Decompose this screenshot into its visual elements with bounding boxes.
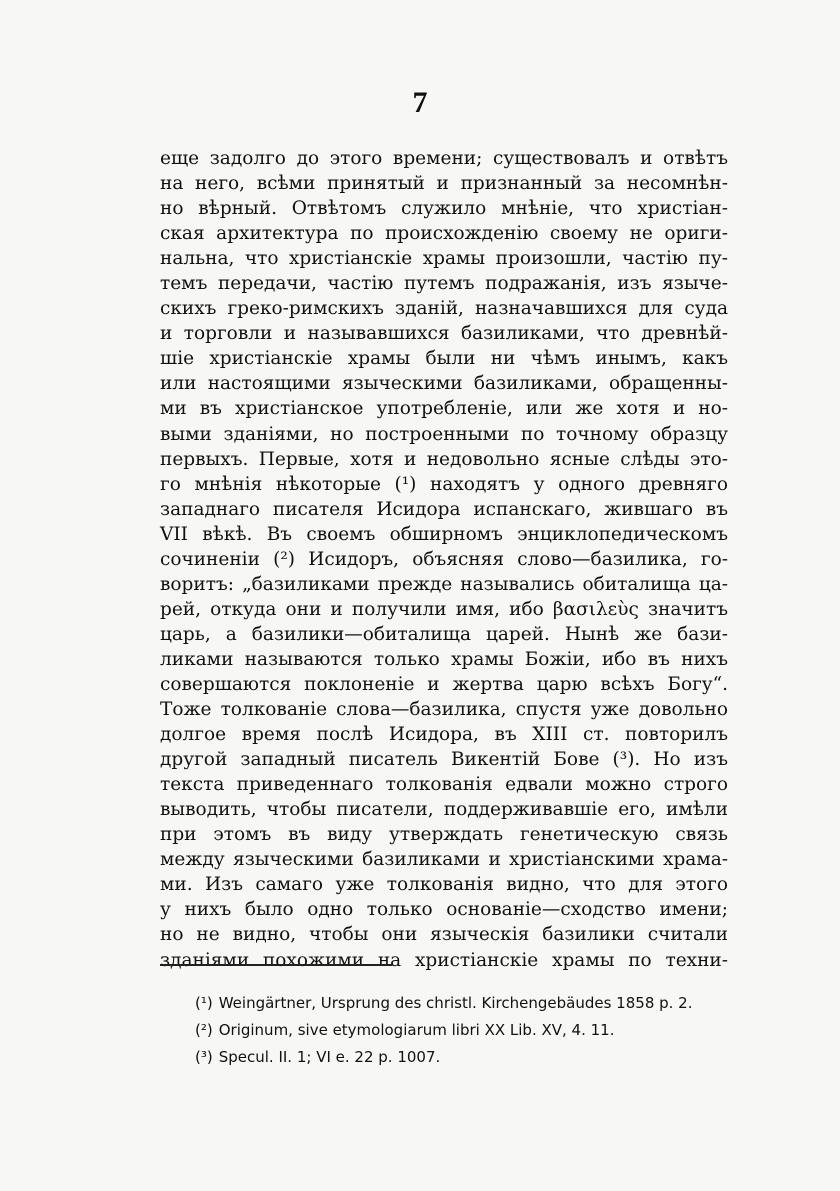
- text-line: выводить, чтобы писатели, поддерживавшіе его, имѣли: [160, 799, 728, 821]
- text-line: темъ передачи, частію путемъ подражанія, изъ языче-: [160, 273, 728, 295]
- text-line: при этомъ въ виду утверждать генетическую связь: [160, 824, 728, 846]
- text-line: совершаются поклоненіе и жертва царю всѣхъ Богу“.: [160, 673, 728, 695]
- text-line: и торговли и называвшихся базиликами, что древнѣй-: [160, 323, 728, 345]
- text-line: еще задолго до этого времени; существовалъ и отвѣтъ: [160, 148, 728, 169]
- page-number: 7: [412, 86, 428, 119]
- text-line: воритъ: „базиликами прежде назывались обиталища ца-: [160, 573, 728, 595]
- text-line: го мнѣнія нѣкоторые (¹) находятъ у одного древняго: [160, 473, 728, 495]
- text-line: но не видно, чтобы они языческія базилики считали: [160, 924, 728, 946]
- text-line: долгое время послѣ Исидора, въ XIII ст. повторилъ: [160, 724, 728, 746]
- body-text: [160, 146, 728, 973]
- footnote-marker: (¹): [195, 994, 213, 1012]
- footnote-marker: (²): [195, 1021, 213, 1039]
- footnote-divider: [160, 964, 392, 966]
- text-line: другой западный писатель Викентій Бове (³). Но изъ: [160, 749, 728, 771]
- text-line: первыхъ. Первые, хотя и недовольно ясные слѣды это-: [160, 448, 728, 470]
- footnote-text: Weingärtner, Ursprung des christl. Kirchengebäudes 1858 p. 2.: [218, 994, 693, 1012]
- text-line: текста приведеннаго толкованія едвали можно строго: [160, 774, 728, 796]
- text-line: царь, а базилики—обиталища царей. Нынѣ же бази-: [160, 623, 728, 645]
- text-line: Тоже толкованіе слова—базилика, спустя уже довольно: [160, 699, 728, 721]
- text-line: рей, откуда они и получили имя, ибо βασιλεὺς значитъ: [160, 598, 728, 620]
- footnotes: [195, 990, 735, 1071]
- text-line: западнаго писателя Исидора испанскаго, жившаго въ: [160, 498, 728, 520]
- footnote: [195, 990, 735, 1017]
- text-line: ми. Изъ самаго уже толкованія видно, что для этого: [160, 874, 728, 896]
- text-line: или настоящими языческими базиликами, обращенны-: [160, 373, 728, 395]
- text-line: сочиненіи (²) Исидоръ, объясняя слово—базилика, го-: [160, 548, 728, 570]
- text-line: у нихъ было одно только основаніе—сходство имени;: [160, 899, 728, 921]
- footnote: [195, 1017, 735, 1044]
- text-line: но вѣрный. Отвѣтомъ служило мнѣніе, что христіан-: [160, 198, 728, 220]
- text-line: VII вѣкѣ. Въ своемъ обширномъ энциклопедическомъ: [160, 523, 728, 545]
- footnote: [195, 1044, 735, 1071]
- text-line: на него, всѣми принятый и признанный за несомнѣн-: [160, 173, 728, 195]
- text-line: между языческими базиликами и христіанскими храма-: [160, 849, 728, 871]
- footnote-marker: (³): [195, 1048, 213, 1066]
- text-line: ская архитектура по происхожденію своему не ориги-: [160, 223, 728, 245]
- text-line: ми въ христіанское употребленіе, или же хотя и но-: [160, 398, 728, 420]
- text-line: шіе христіанскіе храмы были ни чѣмъ инымъ, какъ: [160, 348, 728, 370]
- text-line: скихъ греко-римскихъ зданій, назначавшихся для суда: [160, 298, 728, 320]
- text-line: зданіями похожими на христіанскіе храмы по техни-: [160, 949, 728, 971]
- footnote-text: Specul. II. 1; VI e. 22 p. 1007.: [218, 1048, 441, 1066]
- footnote-text: Originum, sive etymologiarum libri XX Lib. XV, 4. 11.: [218, 1021, 615, 1039]
- text-line: выми зданіями, но построенными по точному образцу: [160, 423, 728, 445]
- text-line: нальна, что христіанскіе храмы произошли, частію пу-: [160, 248, 728, 270]
- text-line: ликами называются только храмы Божіи, ибо въ нихъ: [160, 648, 728, 670]
